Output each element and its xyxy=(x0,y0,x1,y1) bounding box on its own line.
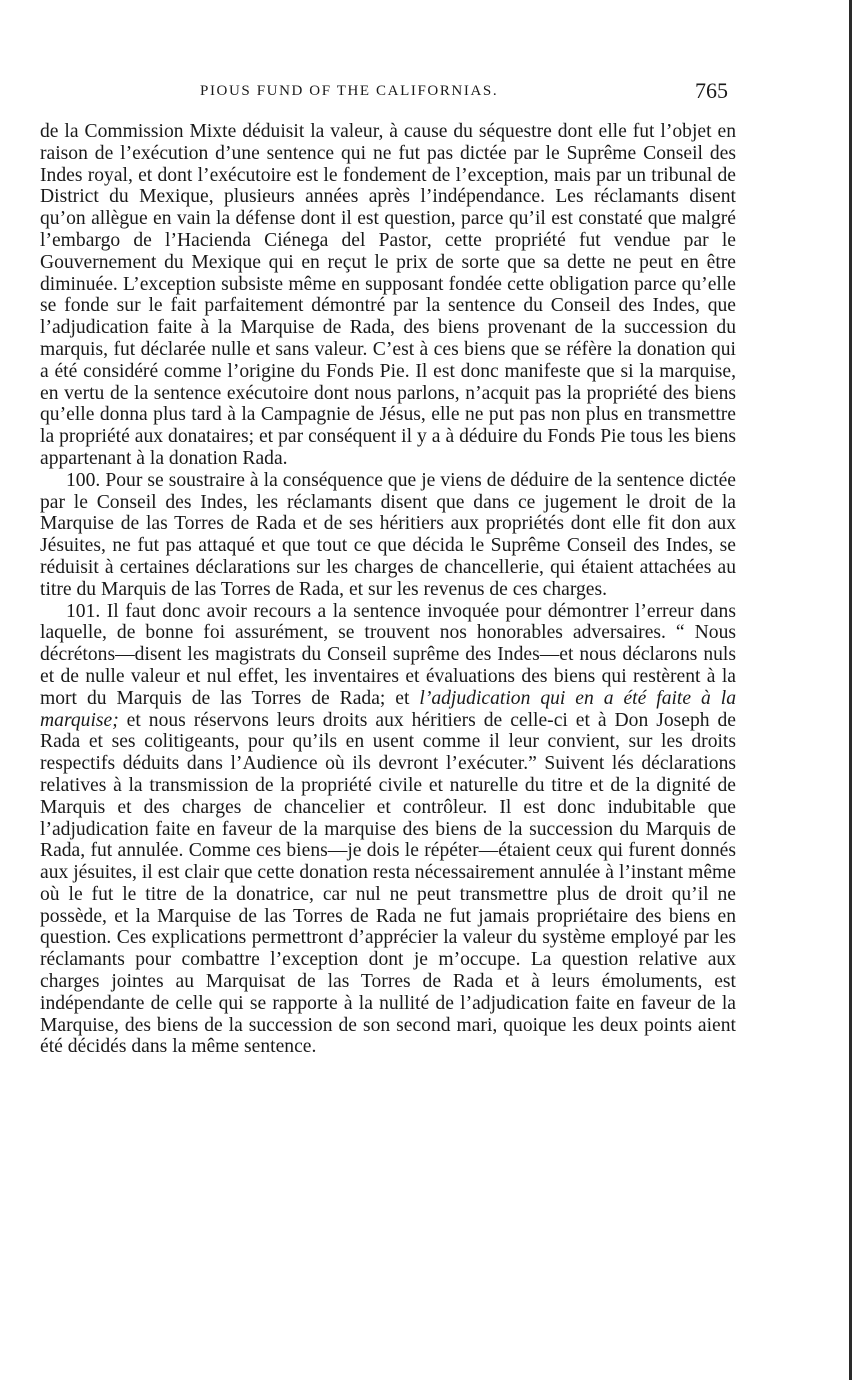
paragraph-text: de la Commission Mixte déduisit la valeur, à cause du séquestre dont elle fut l’objet en raison de l’exécution d’une sentence qui ne fut pas dictée par le Suprême Conseil des Indes royal, et dont l’exécutoire est le fondement de l’exception, mais par un tribunal de District du Mexique, plusieurs années après l’indépendance. Les réclamants disent qu’on allègue en vain la défense dont il est question, parce qu’il est constaté que malgré l’embargo de l’Hacienda Ciénega del Pastor, cette propriété fut vendue par le Gouvernement du Mexique qui en reçut le prix de sorte que sa dette ne peut en être diminuée. L’exception subsiste même en supposant fondée cette obligation parce qu’elle se fonde sur le fait parfaitement démontré par la sentence du Conseil des Indes, que l’adjudication faite à la Marquise de Rada, des biens provenant de la succession du marquis, fut déclarée nulle et sans valeur. C’est à ces biens que se réfère la donation qui a été considéré comme l’origine du Fonds Pie. Il est donc manifeste que si la marquise, en vertu de la sentence exécutoire dont nous parlons, n’acquit pas la propriété des biens qu’elle donna plus tard à la Campagnie de Jésus, elle ne put pas non plus en transmettre la propriété aux donataires; et par conséquent il y a à déduire du Fonds Pie tous les biens appartenant à la donation Rada. xyxy=(40,121,736,469)
running-title: PIOUS FUND OF THE CALIFORNIAS. xyxy=(200,83,499,99)
page-edge-rule xyxy=(849,0,852,1380)
paragraph-100 xyxy=(40,470,736,601)
italic-quotation: l’adjudication qui en a été faite à la marquise; xyxy=(40,687,736,731)
body-text xyxy=(40,121,736,1058)
paragraph-101 xyxy=(40,601,736,1059)
paragraph-text-continued: et nous réservons leurs droits aux héritiers de celle-ci et à Don Joseph de Rada et ses colitigeants, pour qu’ils en usent comme il leur convient, sur les droits respectifs déduits dans l’Audience où ils devront l’exécuter.” Suivent lés déclarations relatives à la transmission de la propriété civile et naturelle du titre et de la dignité de Marquis et des charges de chancelier et contrôleur. Il est donc indubitable que l’adjudication faite en faveur de la marquise des biens de la succession du Marquis de Rada, fut annulée. Comme ces biens—je dois le répéter—étaient ceux qui furent donnés aux jésuites, il est clair que cette donation resta nécessairement annulée à l’instant même où le fut le titre de la donatrice, car nul ne peut transmettre plus de droit qu’il ne possède, et la Marquise de las Torres de Rada ne fut jamais propriétaire des biens en question. Ces explications permettront d’apprécier la valeur du système employé par les réclamants pour combattre l’exception dont je m’occupe. La question relative aux charges jointes au Marquisat de las Torres de Rada et à leurs émoluments, est indépendante de celle qui se rapporte à la nullité de l’adjudication faite en faveur de la Marquise, des biens de la succession de son second mari, quoique les deux points aient été décidés dans la même sentence. xyxy=(40,709,736,1058)
paragraph-number: 100. xyxy=(66,469,101,491)
paragraph-text: Il faut donc avoir recours a la sentence invoquée pour démontrer l’erreur dans laquelle, de bonne foi assurément, se trouvent nos honorables adversaires. “ Nous décrétons—disent les magistrats du Conseil suprême des Indes—et nous déclarons nuls et de nulle valeur et nul effet, les inventaires et évaluations des biens qui restèrent à la mort du Marquis de las Torres de Rada; et xyxy=(40,600,736,709)
paragraph-text: Pour se soustraire à la conséquence que je viens de déduire de la sentence dictée par le Conseil des Indes, les réclamants disent que dans ce jugement le droit de la Marquise de las Torres de Rada et de ses héritiers aux propriétés dont elle fit don aux Jésuites, ne fut pas attaqué et que tout ce que décida le Suprême Conseil des Indes, se réduisit à certaines déclarations sur les charges de chancellerie, qui étaient attachées au titre du Marquis de las Torres de Rada, et sur les revenus de ces charges. xyxy=(40,469,736,600)
page-header xyxy=(40,78,740,108)
paragraph-continued xyxy=(40,121,736,470)
paragraph-number: 101. xyxy=(66,600,101,622)
page-number: 765 xyxy=(695,78,728,103)
